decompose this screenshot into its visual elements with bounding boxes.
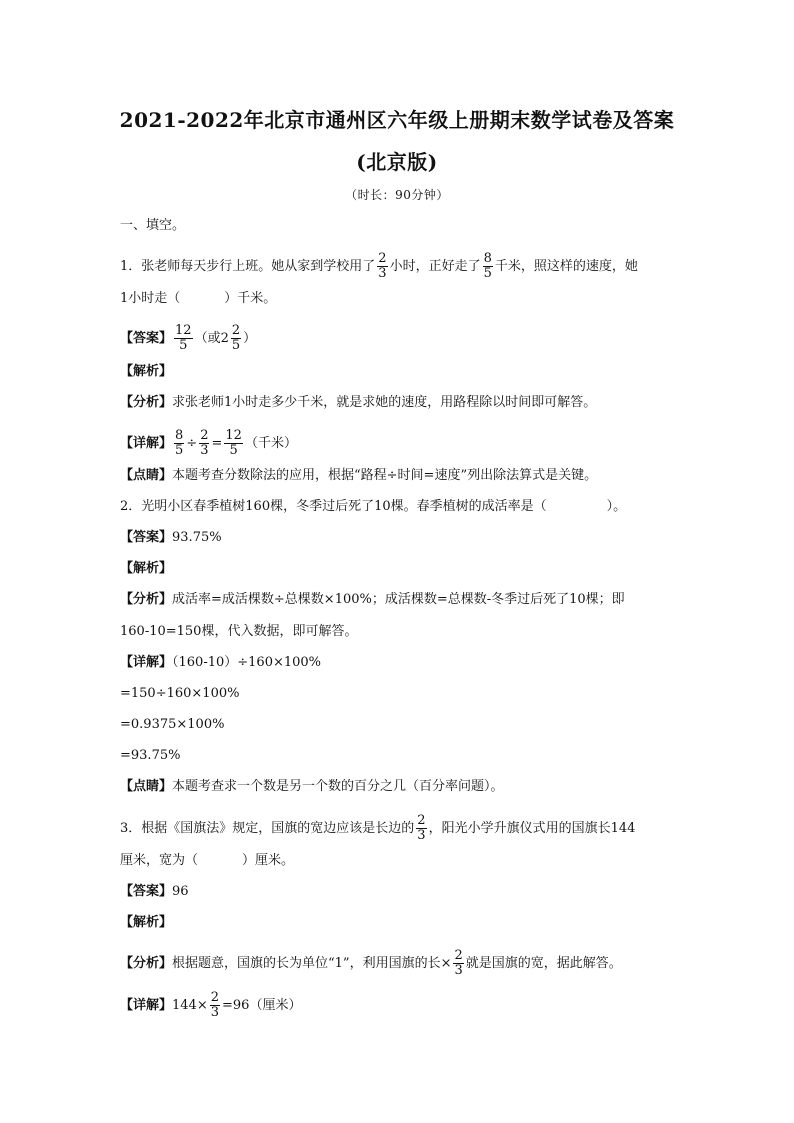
answer-alt-fraction: $\frac{2}{5}$ (231, 323, 241, 353)
answer-line: 【答案】96 (120, 884, 189, 899)
fraction: $\frac{2}{3}$ (378, 251, 387, 281)
detail-step: =93.75% (120, 748, 181, 763)
analysis-label: 【解析】 (120, 364, 173, 379)
detail-line: 【详解】144× $\frac{2}{3}$ =96（厘米） (120, 990, 302, 1020)
exam-duration: （时长：90分钟） (345, 188, 449, 202)
question-3-line-1: 3．根据《国旗法》规定，国旗的宽边应该是长边的 $\frac{2}{3}$ ，阳光小学升旗仪式用的国旗长144 (120, 813, 636, 843)
question-1-line-1 (120, 252, 638, 281)
answer-line: 【答案】 $\frac{12}{5}$ （或2 $\frac{2}{5}$ ） (120, 323, 257, 353)
analysis-label: 【解析】 (120, 561, 173, 576)
question-text: 小时，正好走了 (389, 259, 481, 274)
question-3-line-2: 厘米，宽为（ ）厘米。 (120, 853, 295, 868)
answer-label: 【答案】 (120, 331, 173, 346)
section-heading: 一、填空。 (120, 218, 186, 233)
detail-step: =0.9375×100% (120, 717, 225, 732)
fraction: $\frac{8}{5}$ (483, 251, 492, 281)
dianjing-line: 【点睛】本题考查求一个数是另一个数的百分之几（百分率问题）。 (120, 779, 504, 794)
question-2-line-1: 2．光明小区春季植树160棵，冬季过后死了10棵。春季植树的成活率是（ ）。 (120, 499, 627, 514)
fenxi-line: 【分析】求张老师1小时走多少千米，就是求她的速度，用路程除以时间即可解答。 (120, 395, 597, 410)
detail-line: 【详解】 $\frac{8}{5}$ ÷ $\frac{2}{3}$ = $\frac{12}{5}$ （千米） (120, 428, 297, 458)
answer-line: 【答案】93.75% (120, 530, 222, 545)
question-1-line-2: 1小时走（ ）千米。 (120, 291, 277, 306)
document-title: 2021-2022年北京市通州区六年级上册期末数学试卷及答案 (119, 108, 675, 132)
document-subtitle: (北京版) (356, 150, 438, 174)
question-text: 1．张老师每天步行上班。她从家到学校用了 (120, 259, 376, 274)
analysis-label: 【解析】 (120, 915, 173, 930)
fenxi-line-2: 160-10=150棵，代入数据，即可解答。 (120, 624, 358, 639)
fenxi-line: 【分析】成活率=成活棵数÷总棵数×100%；成活棵数=总棵数-冬季过后死了10棵；即 (120, 592, 625, 607)
detail-step: =150÷160×100% (120, 686, 240, 701)
detail-line: 【详解】（160-10）÷160×100% (120, 655, 322, 670)
dianjing-line: 【点睛】本题考查分数除法的应用，根据“路程÷时间=速度”列出除法算式是关键。 (120, 468, 598, 483)
fenxi-line: 【分析】根据题意，国旗的长为单位“1”，利用国旗的长× $\frac{2}{3}$ 就是国旗的宽，据此解答。 (120, 948, 622, 978)
question-text: 千米，照这样的速度，她 (494, 259, 638, 274)
answer-fraction: $\frac{12}{5}$ (175, 323, 192, 353)
